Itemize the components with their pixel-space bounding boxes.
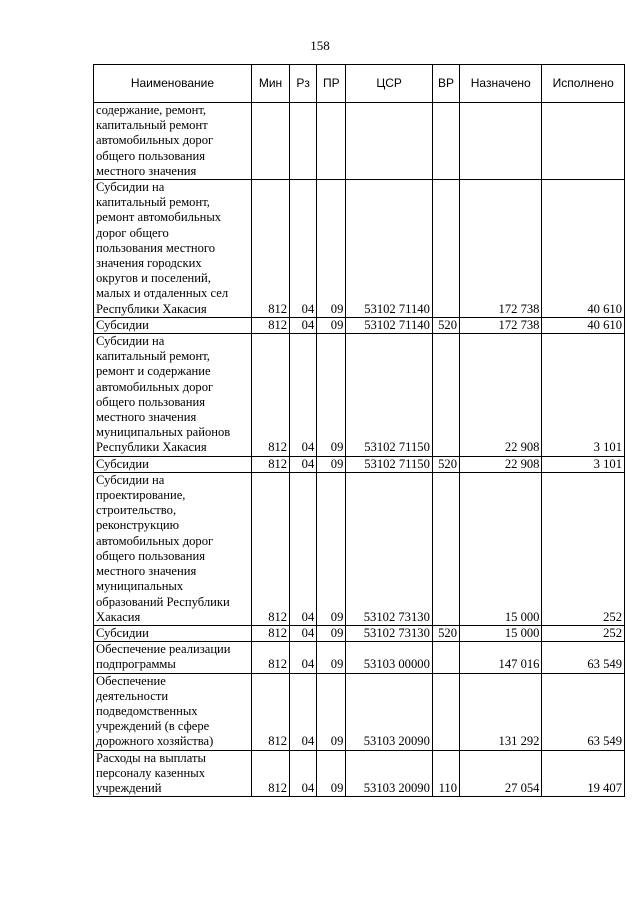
- row-min: 812: [251, 180, 289, 318]
- row-pr: 09: [317, 625, 346, 641]
- row-vr: [432, 103, 459, 180]
- table-row: [94, 103, 625, 180]
- row-csr: 53102 73130: [346, 472, 432, 625]
- row-csr: [346, 103, 432, 180]
- header-assigned: Назначено: [460, 65, 542, 103]
- row-min: 812: [251, 673, 289, 750]
- table-row: [94, 317, 625, 333]
- row-rz: 04: [290, 180, 317, 318]
- row-min: 812: [251, 334, 289, 457]
- header-min: Мин: [251, 65, 289, 103]
- row-pr: 09: [317, 642, 346, 673]
- row-executed: 19 407: [542, 750, 625, 797]
- row-name: Субсидии: [94, 456, 252, 472]
- row-vr: 520: [432, 317, 459, 333]
- row-executed: 40 610: [542, 180, 625, 318]
- row-vr: [432, 642, 459, 673]
- row-name: Субсидии на капитальный ремонт, ремонт и содержание автомобильных дорог общего пользования местного значения муниципальных районов Республики Хакасия: [94, 334, 252, 457]
- row-rz: [290, 103, 317, 180]
- row-csr: 53102 71140: [346, 317, 432, 333]
- row-vr: [432, 472, 459, 625]
- row-rz: 04: [290, 673, 317, 750]
- row-name: Обеспечение реализации подпрограммы: [94, 642, 252, 673]
- header-executed: Исполнено: [542, 65, 625, 103]
- table-row: [94, 750, 625, 797]
- row-csr: 53102 71150: [346, 456, 432, 472]
- row-assigned: 15 000: [460, 472, 542, 625]
- budget-table: [93, 64, 625, 797]
- header-vr: ВР: [432, 65, 459, 103]
- row-min: 812: [251, 456, 289, 472]
- row-vr: 520: [432, 456, 459, 472]
- row-rz: 04: [290, 642, 317, 673]
- row-assigned: 27 054: [460, 750, 542, 797]
- row-min: 812: [251, 750, 289, 797]
- row-rz: 04: [290, 750, 317, 797]
- row-rz: 04: [290, 334, 317, 457]
- header-csr: ЦСР: [346, 65, 432, 103]
- table-row: [94, 456, 625, 472]
- row-assigned: 147 016: [460, 642, 542, 673]
- row-executed: 252: [542, 625, 625, 641]
- row-assigned: 22 908: [460, 334, 542, 457]
- row-executed: 3 101: [542, 456, 625, 472]
- header-rz: Рз: [290, 65, 317, 103]
- row-assigned: 172 738: [460, 180, 542, 318]
- row-min: 812: [251, 472, 289, 625]
- table-header-row: [94, 65, 625, 103]
- table-row: [94, 673, 625, 750]
- row-rz: 04: [290, 472, 317, 625]
- row-executed: 40 610: [542, 317, 625, 333]
- row-executed: 3 101: [542, 334, 625, 457]
- row-assigned: 131 292: [460, 673, 542, 750]
- row-vr: [432, 180, 459, 318]
- row-csr: 53102 73130: [346, 625, 432, 641]
- row-pr: 09: [317, 334, 346, 457]
- row-assigned: 15 000: [460, 625, 542, 641]
- row-rz: 04: [290, 456, 317, 472]
- row-pr: 09: [317, 472, 346, 625]
- table-row: [94, 180, 625, 318]
- row-name: Обеспечение деятельности подведомственных учреждений (в сфере дорожного хозяйства): [94, 673, 252, 750]
- row-pr: 09: [317, 673, 346, 750]
- row-rz: 04: [290, 625, 317, 641]
- row-pr: 09: [317, 456, 346, 472]
- row-assigned: [460, 103, 542, 180]
- row-vr: [432, 673, 459, 750]
- row-vr: 520: [432, 625, 459, 641]
- header-pr: ПР: [317, 65, 346, 103]
- row-name: Субсидии на капитальный ремонт, ремонт автомобильных дорог общего пользования местного значения городских округов и поселений, малых и отдаленных сел Республики Хакасия: [94, 180, 252, 318]
- header-name: Наименование: [94, 65, 252, 103]
- row-name: Субсидии: [94, 625, 252, 641]
- row-name: Субсидии: [94, 317, 252, 333]
- row-min: 812: [251, 642, 289, 673]
- row-executed: 63 549: [542, 642, 625, 673]
- table-row: [94, 472, 625, 625]
- row-name: Субсидии на проектирование, строительство, реконструкцию автомобильных дорог общего пользования местного значения муниципальных образований Республики Хакасия: [94, 472, 252, 625]
- page-number: 158: [310, 38, 330, 53]
- row-pr: [317, 103, 346, 180]
- row-rz: 04: [290, 317, 317, 333]
- row-min: 812: [251, 625, 289, 641]
- row-executed: 252: [542, 472, 625, 625]
- row-csr: 53103 20090: [346, 673, 432, 750]
- row-csr: 53103 00000: [346, 642, 432, 673]
- row-name: содержание, ремонт, капитальный ремонт автомобильных дорог общего пользования местного значения: [94, 103, 252, 180]
- row-pr: 09: [317, 180, 346, 318]
- row-min: 812: [251, 317, 289, 333]
- row-executed: 63 549: [542, 673, 625, 750]
- row-csr: 53103 20090: [346, 750, 432, 797]
- row-csr: 53102 71140: [346, 180, 432, 318]
- table-row: [94, 642, 625, 673]
- row-assigned: 22 908: [460, 456, 542, 472]
- row-vr: [432, 334, 459, 457]
- row-min: [251, 103, 289, 180]
- row-pr: 09: [317, 750, 346, 797]
- table-row: [94, 334, 625, 457]
- row-pr: 09: [317, 317, 346, 333]
- row-assigned: 172 738: [460, 317, 542, 333]
- table-row: [94, 625, 625, 641]
- row-csr: 53102 71150: [346, 334, 432, 457]
- row-vr: 110: [432, 750, 459, 797]
- row-executed: [542, 103, 625, 180]
- row-name: Расходы на выплаты персоналу казенных учреждений: [94, 750, 252, 797]
